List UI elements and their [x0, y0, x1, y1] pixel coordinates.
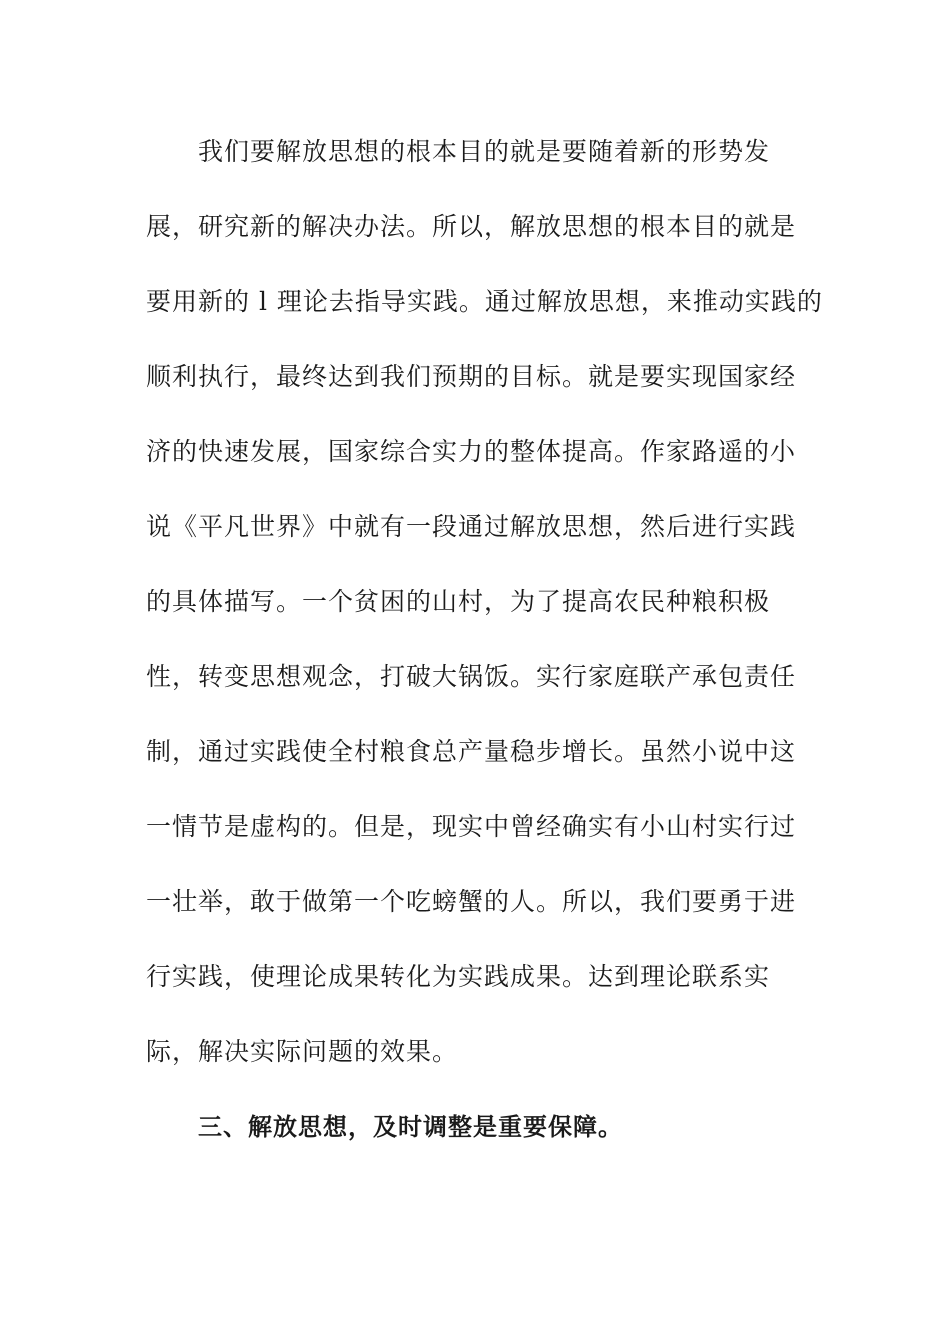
paragraph-line: 济的快速发展，国家综合实力的整体提高。作家路遥的小 — [146, 437, 797, 466]
paragraph-line: 性，转变思想观念，打破大锅饭。实行家庭联产承包责任 — [146, 662, 797, 691]
paragraph-line: 行实践，使理论成果转化为实践成果。达到理论联系实 — [146, 962, 771, 991]
paragraph-line: 一壮举，敢于做第一个吃螃蟹的人。所以，我们要勇于进 — [146, 887, 797, 916]
section-heading: 三、解放思想，及时调整是重要保障。 — [198, 1113, 623, 1141]
paragraph-line: 的具体描写。一个贫困的山村，为了提高农民种粮积极 — [146, 587, 771, 616]
body-text — [146, 128, 826, 1178]
paragraph-line: 一情节是虚构的。但是，现实中曾经确实有小山村实行过 — [146, 812, 797, 841]
paragraph-line: 我们要解放思想的根本目的就是要随着新的形势发 — [198, 137, 771, 166]
paragraph-line: 际，解决实际问题的效果。 — [146, 1037, 459, 1066]
paragraph-line: 展，研究新的解决办法。所以，解放思想的根本目的就是 — [146, 212, 797, 241]
paragraph-line: 要用新的 l 理论去指导实践。通过解放思想，来推动实践的 — [146, 287, 823, 316]
paragraph-line: 说《平凡世界》中就有一段通过解放思想，然后进行实践 — [146, 512, 797, 541]
paragraph-line: 制，通过实践使全村粮食总产量稳步增长。虽然小说中这 — [146, 737, 797, 766]
paragraph-line: 顺利执行，最终达到我们预期的目标。就是要实现国家经 — [146, 362, 797, 391]
